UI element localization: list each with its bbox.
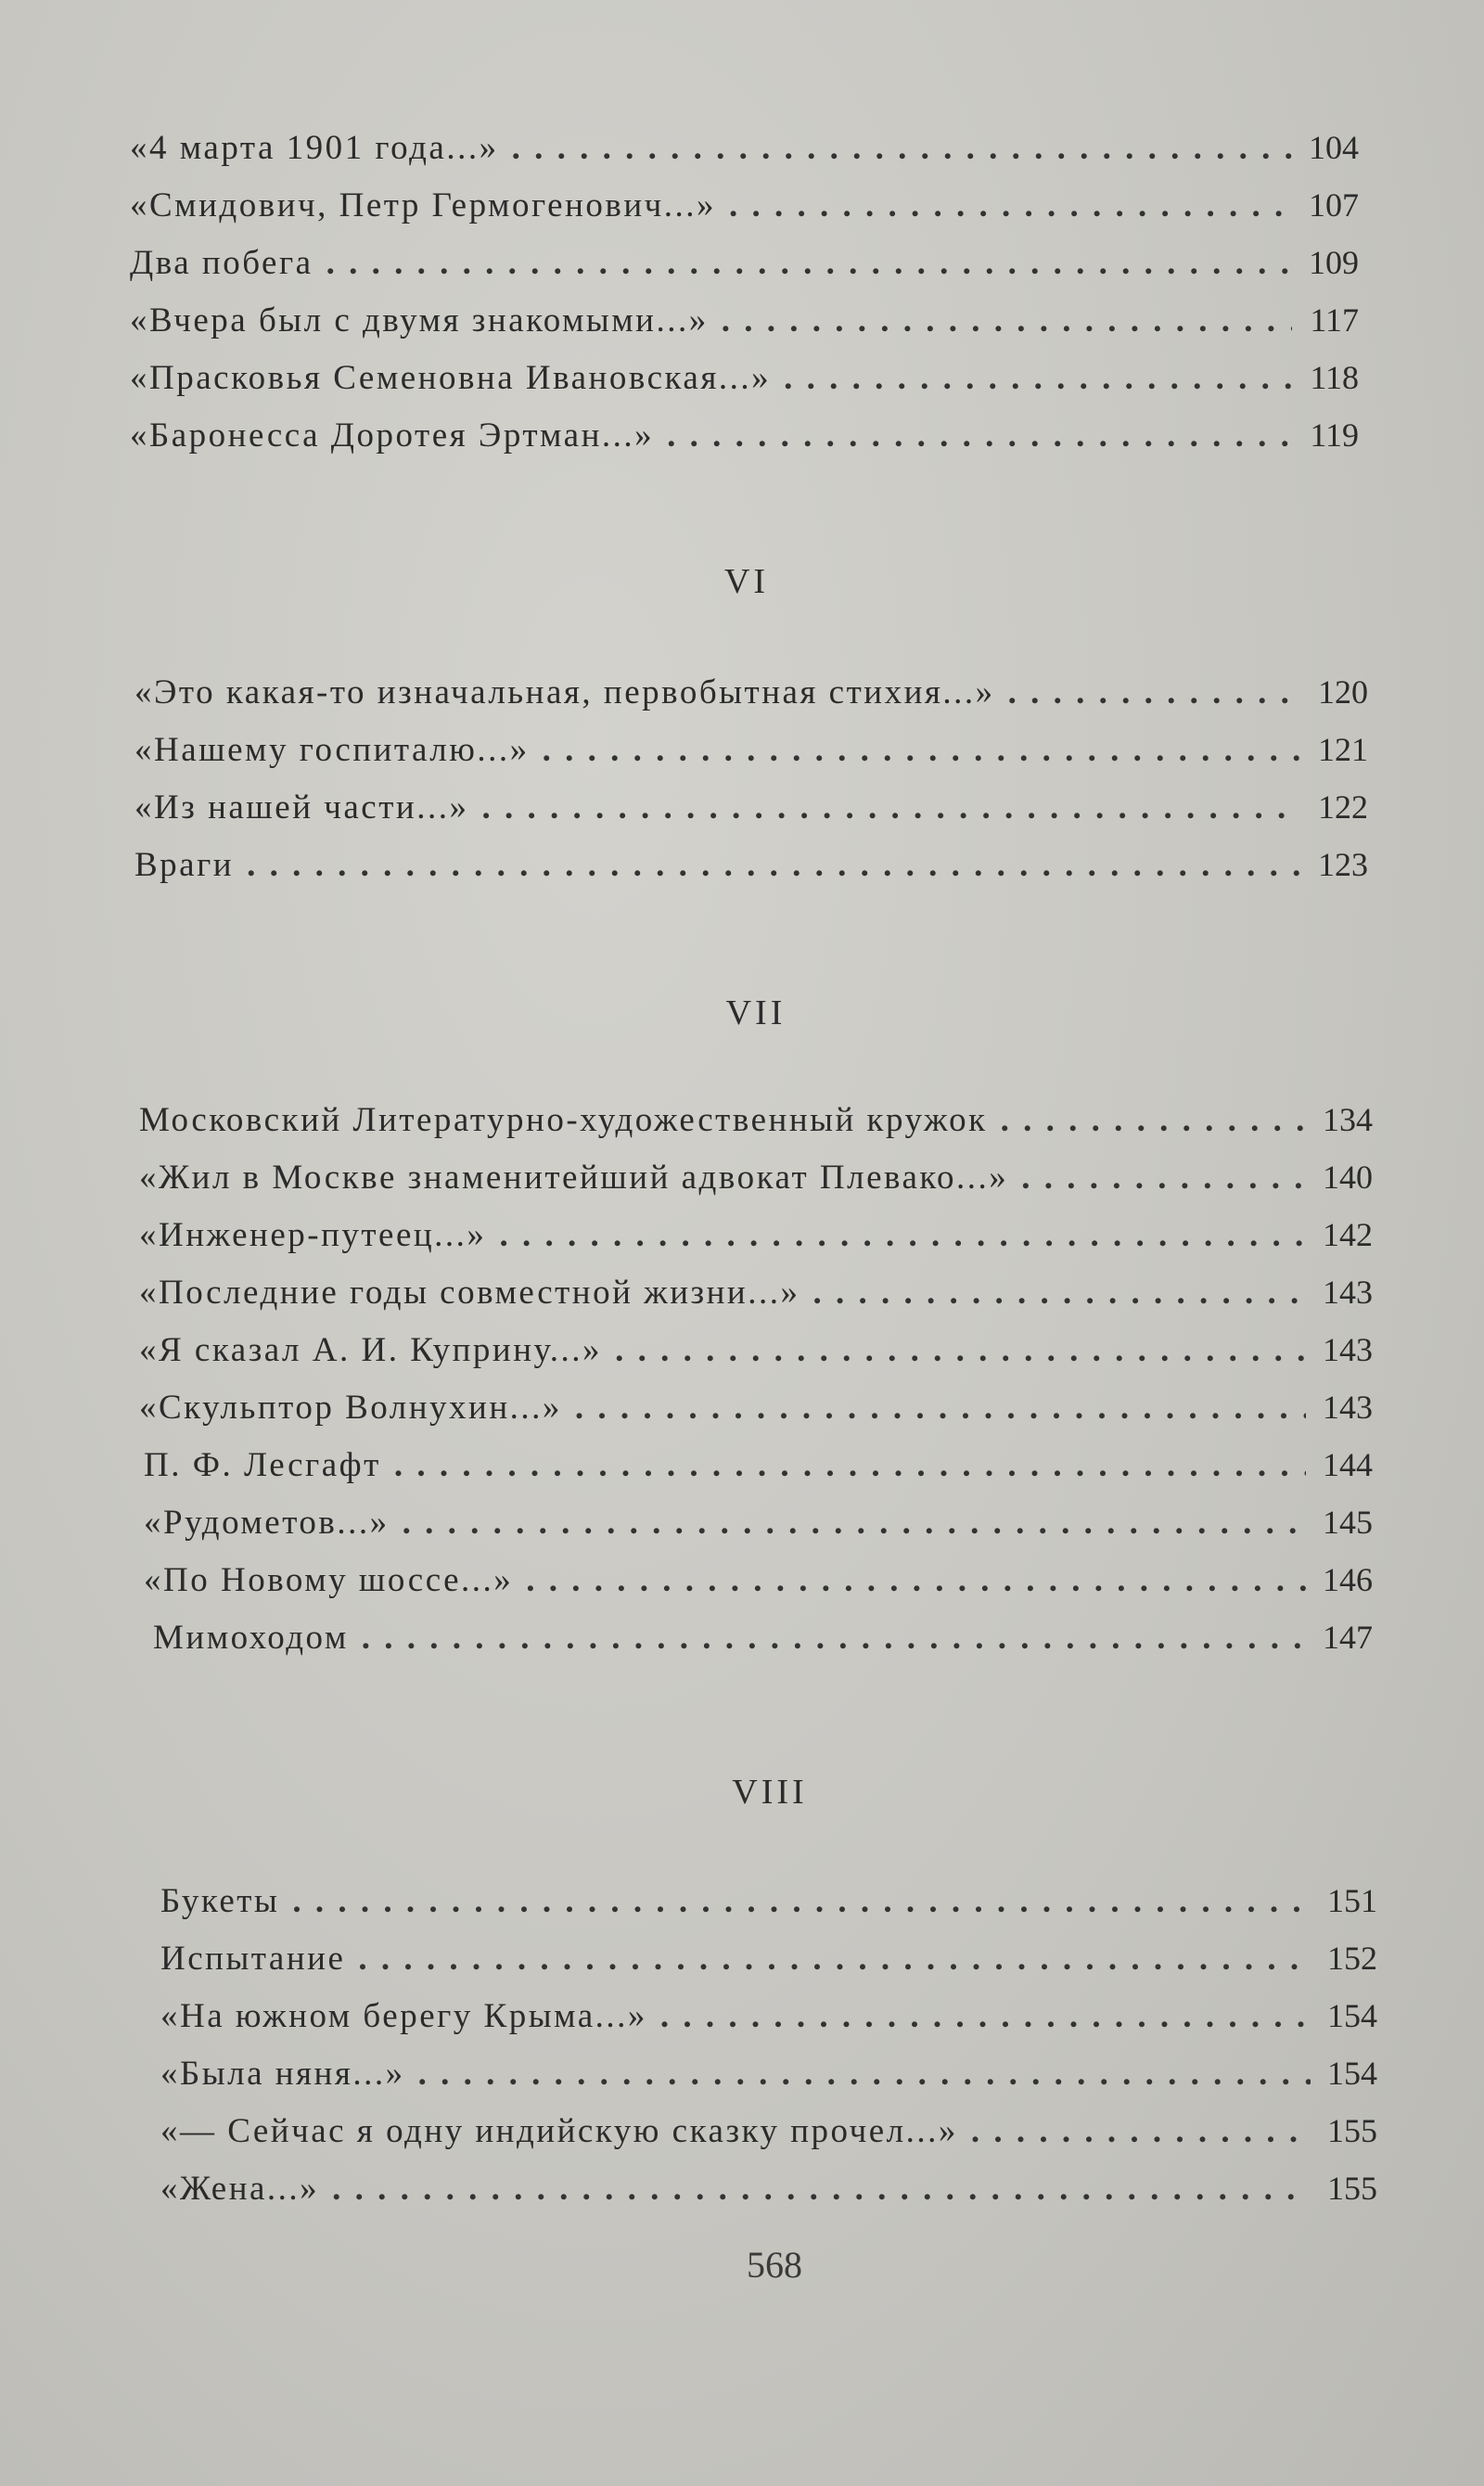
- toc-entry-page: 109: [1309, 244, 1359, 281]
- toc-entry-page: 122: [1318, 788, 1368, 826]
- toc-entry-page: 152: [1327, 1940, 1377, 1977]
- toc-entry-page: 143: [1323, 1389, 1373, 1426]
- toc-entry-page: 118: [1310, 359, 1359, 396]
- toc-entry-title: П. Ф. Лесгафт: [144, 1446, 381, 1484]
- toc-entry: [139, 1158, 1373, 1208]
- toc-entry-page: 151: [1327, 1882, 1377, 1919]
- toc-entry-page: 155: [1327, 2170, 1377, 2207]
- toc-entry-title: Мимоходом: [153, 1619, 349, 1657]
- section-heading: VIII: [732, 1773, 808, 1812]
- toc-entry: [139, 1100, 1373, 1150]
- toc-entry-page: 143: [1323, 1331, 1373, 1368]
- toc-entry-page: 154: [1327, 2055, 1377, 2092]
- toc-entry-page: 140: [1323, 1159, 1373, 1196]
- toc-entry-title: Два побега: [130, 244, 313, 282]
- dot-leader: [1021, 1158, 1306, 1198]
- toc-entry-title: Букеты: [160, 1882, 280, 1920]
- section-heading: VI: [723, 562, 770, 601]
- dot-leader: [526, 1560, 1306, 1600]
- toc-entry: [134, 845, 1368, 895]
- toc-entry-page: 142: [1323, 1216, 1373, 1253]
- dot-leader: [615, 1330, 1306, 1370]
- toc-entry: [134, 788, 1368, 838]
- toc-entry-page: 146: [1323, 1561, 1373, 1598]
- toc-entry-title: «Смидович, Петр Гермогенович...»: [130, 186, 717, 224]
- toc-entry-title: «По Новому шоссе...»: [144, 1561, 514, 1599]
- dot-leader: [362, 1618, 1306, 1658]
- toc-entry: [160, 2169, 1377, 2219]
- dot-leader: [358, 1939, 1311, 1979]
- toc-entry-page: 117: [1310, 301, 1359, 339]
- toc-entry-page: 119: [1310, 416, 1359, 454]
- toc-entry-title: «Жена...»: [160, 2170, 320, 2208]
- toc-entry-title: «Была няня...»: [160, 2055, 405, 2093]
- toc-entry-title: «Я сказал А. И. Куприну...»: [139, 1331, 603, 1369]
- toc-entry-title: «Последние годы совместной жизни...»: [139, 1274, 800, 1312]
- toc-entry-title: «Нашему госпиталю...»: [134, 731, 530, 769]
- toc-entry: [153, 1618, 1373, 1668]
- toc-entry-title: «Баронесса Доротея Эртман...»: [130, 416, 655, 455]
- toc-entry: [130, 416, 1359, 466]
- dot-leader: [729, 186, 1292, 225]
- dot-leader: [481, 788, 1301, 827]
- toc-entry-page: 144: [1323, 1446, 1373, 1483]
- dot-leader: [403, 1503, 1306, 1543]
- toc-entry-page: 120: [1318, 673, 1368, 711]
- toc-entry-page: 121: [1318, 731, 1368, 768]
- toc-entry-title: «Инженер-путеец...»: [139, 1216, 487, 1254]
- toc-entry-title: «Из нашей части...»: [134, 788, 469, 827]
- toc-entry-page: 107: [1309, 186, 1359, 224]
- section-heading: VII: [725, 993, 787, 1032]
- toc-entry-title: «Скульптор Волнухин...»: [139, 1389, 562, 1427]
- dot-leader: [1008, 673, 1301, 712]
- toc-entry: [139, 1273, 1373, 1323]
- toc-entry: [160, 2111, 1377, 2161]
- toc-entry: [160, 1881, 1377, 1931]
- toc-entry: [139, 1330, 1373, 1380]
- dot-leader: [394, 1445, 1306, 1485]
- toc-entry: [160, 1996, 1377, 2046]
- toc-entry: [130, 243, 1359, 293]
- dot-leader: [247, 845, 1301, 885]
- dot-leader: [784, 358, 1292, 398]
- dot-leader: [660, 1996, 1311, 2036]
- toc-entry-title: Московский Литературно-художественный кружок: [139, 1101, 988, 1139]
- toc-entry: [160, 2054, 1377, 2104]
- toc-entry-title: «Прасковья Семеновна Ивановская...»: [130, 359, 772, 397]
- toc-entry-page: 123: [1318, 846, 1368, 883]
- dot-leader: [499, 1215, 1306, 1255]
- dot-leader: [512, 128, 1292, 168]
- toc-entry: [130, 128, 1359, 178]
- toc-entry-page: 154: [1327, 1997, 1377, 2034]
- dot-leader: [1001, 1100, 1306, 1140]
- toc-entry: [130, 301, 1359, 351]
- toc-entry: [139, 1215, 1373, 1265]
- toc-entry-page: 143: [1323, 1274, 1373, 1311]
- dot-leader: [812, 1273, 1306, 1313]
- toc-entry: [144, 1503, 1373, 1553]
- dot-leader: [418, 2054, 1311, 2094]
- toc-entry-title: Испытание: [160, 1940, 346, 1978]
- toc-entry: [130, 358, 1359, 408]
- dot-leader: [326, 243, 1292, 283]
- page-number: 568: [747, 2244, 802, 2286]
- toc-entry-title: «Это какая-то изначальная, первобытная стихия...»: [134, 673, 995, 711]
- toc-entry: [134, 730, 1368, 780]
- toc-entry: [144, 1560, 1373, 1610]
- toc-entry-page: 134: [1323, 1101, 1373, 1138]
- toc-entry-title: «На южном берегу Крыма...»: [160, 1997, 647, 2035]
- toc-entry-title: «Рудометов...»: [144, 1504, 390, 1542]
- toc-entry-page: 145: [1323, 1504, 1373, 1541]
- toc-entry-title: «Жил в Москве знаменитейший адвокат Плевако...»: [139, 1159, 1009, 1197]
- toc-entry: [130, 186, 1359, 236]
- toc-entry-page: 147: [1323, 1619, 1373, 1656]
- dot-leader: [332, 2169, 1311, 2209]
- toc-entry-title: «Вчера был с двумя знакомыми...»: [130, 301, 709, 340]
- toc-entry: [134, 673, 1368, 723]
- toc-entry-page: 155: [1327, 2112, 1377, 2149]
- toc-entry-title: Враги: [134, 846, 235, 884]
- dot-leader: [722, 301, 1292, 340]
- dot-leader: [575, 1388, 1306, 1428]
- dot-leader: [543, 730, 1301, 770]
- toc-entry: [139, 1388, 1373, 1438]
- dot-leader: [971, 2111, 1311, 2151]
- toc-entry: [160, 1939, 1377, 1989]
- toc-entry-page: 104: [1309, 129, 1359, 166]
- toc-entry-title: «4 марта 1901 года...»: [130, 129, 499, 167]
- toc-entry: [144, 1445, 1373, 1495]
- toc-entry-title: «— Сейчас я одну индийскую сказку прочел...»: [160, 2112, 958, 2150]
- dot-leader: [292, 1881, 1311, 1921]
- dot-leader: [667, 416, 1292, 455]
